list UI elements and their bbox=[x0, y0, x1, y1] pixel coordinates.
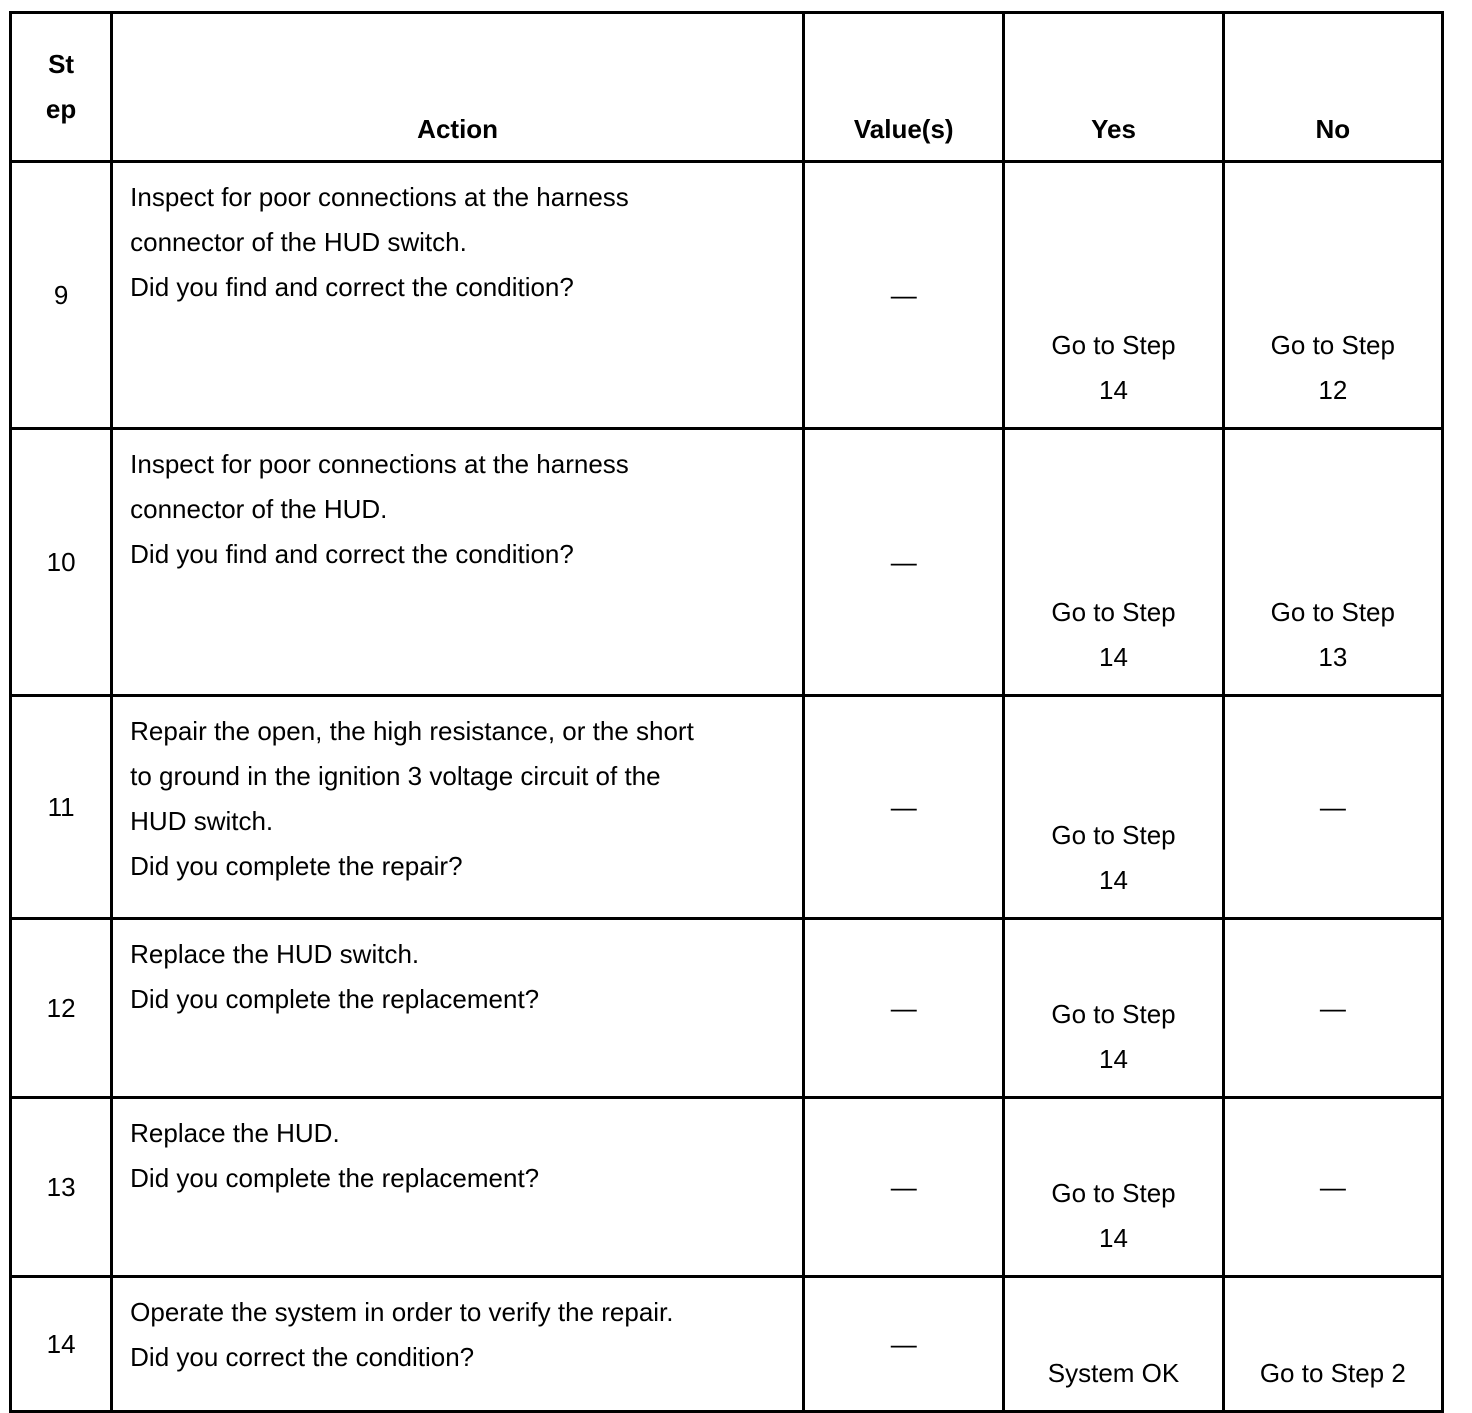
yes-cell bbox=[1004, 162, 1223, 429]
action-cell bbox=[112, 1277, 804, 1412]
yes-line: 14 bbox=[1099, 642, 1128, 672]
yes-line: System OK bbox=[1047, 1358, 1180, 1388]
header-row bbox=[11, 13, 1443, 162]
yes-line: 14 bbox=[1099, 1044, 1128, 1074]
header-yes: Yes bbox=[1004, 13, 1223, 162]
no-cell bbox=[1223, 1098, 1442, 1277]
yes-cell bbox=[1004, 1277, 1223, 1412]
value-cell: — bbox=[804, 429, 1004, 696]
no-line: Go to Step 2 bbox=[1259, 1358, 1406, 1388]
value-cell: — bbox=[804, 919, 1004, 1098]
action-line: connector of the HUD. bbox=[130, 494, 388, 524]
action-line: to ground in the ignition 3 voltage circuit of the bbox=[130, 761, 661, 791]
table-row bbox=[11, 696, 1443, 919]
no-cell bbox=[1223, 919, 1442, 1098]
header-action: Action bbox=[112, 13, 804, 162]
yes-line: Go to Step bbox=[1051, 1178, 1176, 1208]
header-no: No bbox=[1223, 13, 1442, 162]
header-step-line-2: ep bbox=[45, 94, 77, 124]
yes-line: Go to Step bbox=[1051, 820, 1176, 850]
yes-cell bbox=[1004, 1098, 1223, 1277]
action-line: Did you correct the condition? bbox=[130, 1342, 475, 1372]
value-cell: — bbox=[804, 696, 1004, 919]
no-line: Go to Step bbox=[1270, 597, 1395, 627]
action-line: HUD switch. bbox=[130, 806, 274, 836]
no-line: — bbox=[1319, 791, 1346, 822]
yes-line: 14 bbox=[1099, 865, 1128, 895]
header-step-line-1: St bbox=[48, 49, 75, 79]
action-line: Repair the open, the high resistance, or the short bbox=[130, 716, 694, 746]
table-row bbox=[11, 919, 1443, 1098]
value-cell: — bbox=[804, 1098, 1004, 1277]
action-cell bbox=[112, 162, 804, 429]
step-number: 11 bbox=[11, 696, 112, 919]
diagnostic-table bbox=[9, 11, 1444, 1413]
yes-cell bbox=[1004, 429, 1223, 696]
value-cell: — bbox=[804, 162, 1004, 429]
action-line: Did you complete the repair? bbox=[130, 851, 463, 881]
action-line: Replace the HUD switch. bbox=[130, 939, 420, 969]
no-line: — bbox=[1319, 1171, 1346, 1202]
no-line: — bbox=[1319, 992, 1346, 1023]
no-cell bbox=[1223, 429, 1442, 696]
yes-line: 14 bbox=[1099, 1223, 1128, 1253]
yes-cell bbox=[1004, 919, 1223, 1098]
yes-line: Go to Step bbox=[1051, 999, 1176, 1029]
action-line: Did you find and correct the condition? bbox=[130, 539, 574, 569]
no-cell bbox=[1223, 162, 1442, 429]
yes-cell bbox=[1004, 696, 1223, 919]
no-cell bbox=[1223, 1277, 1442, 1412]
action-line: Did you complete the replacement? bbox=[130, 1163, 540, 1193]
action-line: Did you find and correct the condition? bbox=[130, 272, 574, 302]
action-line: Inspect for poor connections at the harness bbox=[130, 182, 629, 212]
action-line: Did you complete the replacement? bbox=[130, 984, 540, 1014]
value-cell: — bbox=[804, 1277, 1004, 1412]
no-line: Go to Step bbox=[1270, 330, 1395, 360]
table-row bbox=[11, 429, 1443, 696]
no-cell bbox=[1223, 696, 1442, 919]
action-cell bbox=[112, 1098, 804, 1277]
table-row bbox=[11, 162, 1443, 429]
action-cell bbox=[112, 919, 804, 1098]
header-step bbox=[11, 13, 112, 162]
action-line: Inspect for poor connections at the harness bbox=[130, 449, 629, 479]
step-number: 9 bbox=[11, 162, 112, 429]
step-number: 12 bbox=[11, 919, 112, 1098]
step-number: 13 bbox=[11, 1098, 112, 1277]
step-number: 10 bbox=[11, 429, 112, 696]
table-row bbox=[11, 1098, 1443, 1277]
yes-line: 14 bbox=[1099, 375, 1128, 405]
step-number: 14 bbox=[11, 1277, 112, 1412]
no-line: 12 bbox=[1318, 375, 1348, 405]
action-cell bbox=[112, 696, 804, 919]
table-row bbox=[11, 1277, 1443, 1412]
action-cell bbox=[112, 429, 804, 696]
action-line: Operate the system in order to verify the repair. bbox=[130, 1297, 674, 1327]
action-line: Replace the HUD. bbox=[130, 1118, 340, 1148]
yes-line: Go to Step bbox=[1051, 597, 1176, 627]
yes-line: Go to Step bbox=[1051, 330, 1176, 360]
header-values: Value(s) bbox=[804, 13, 1004, 162]
no-line: 13 bbox=[1318, 642, 1348, 672]
action-line: connector of the HUD switch. bbox=[130, 227, 467, 257]
